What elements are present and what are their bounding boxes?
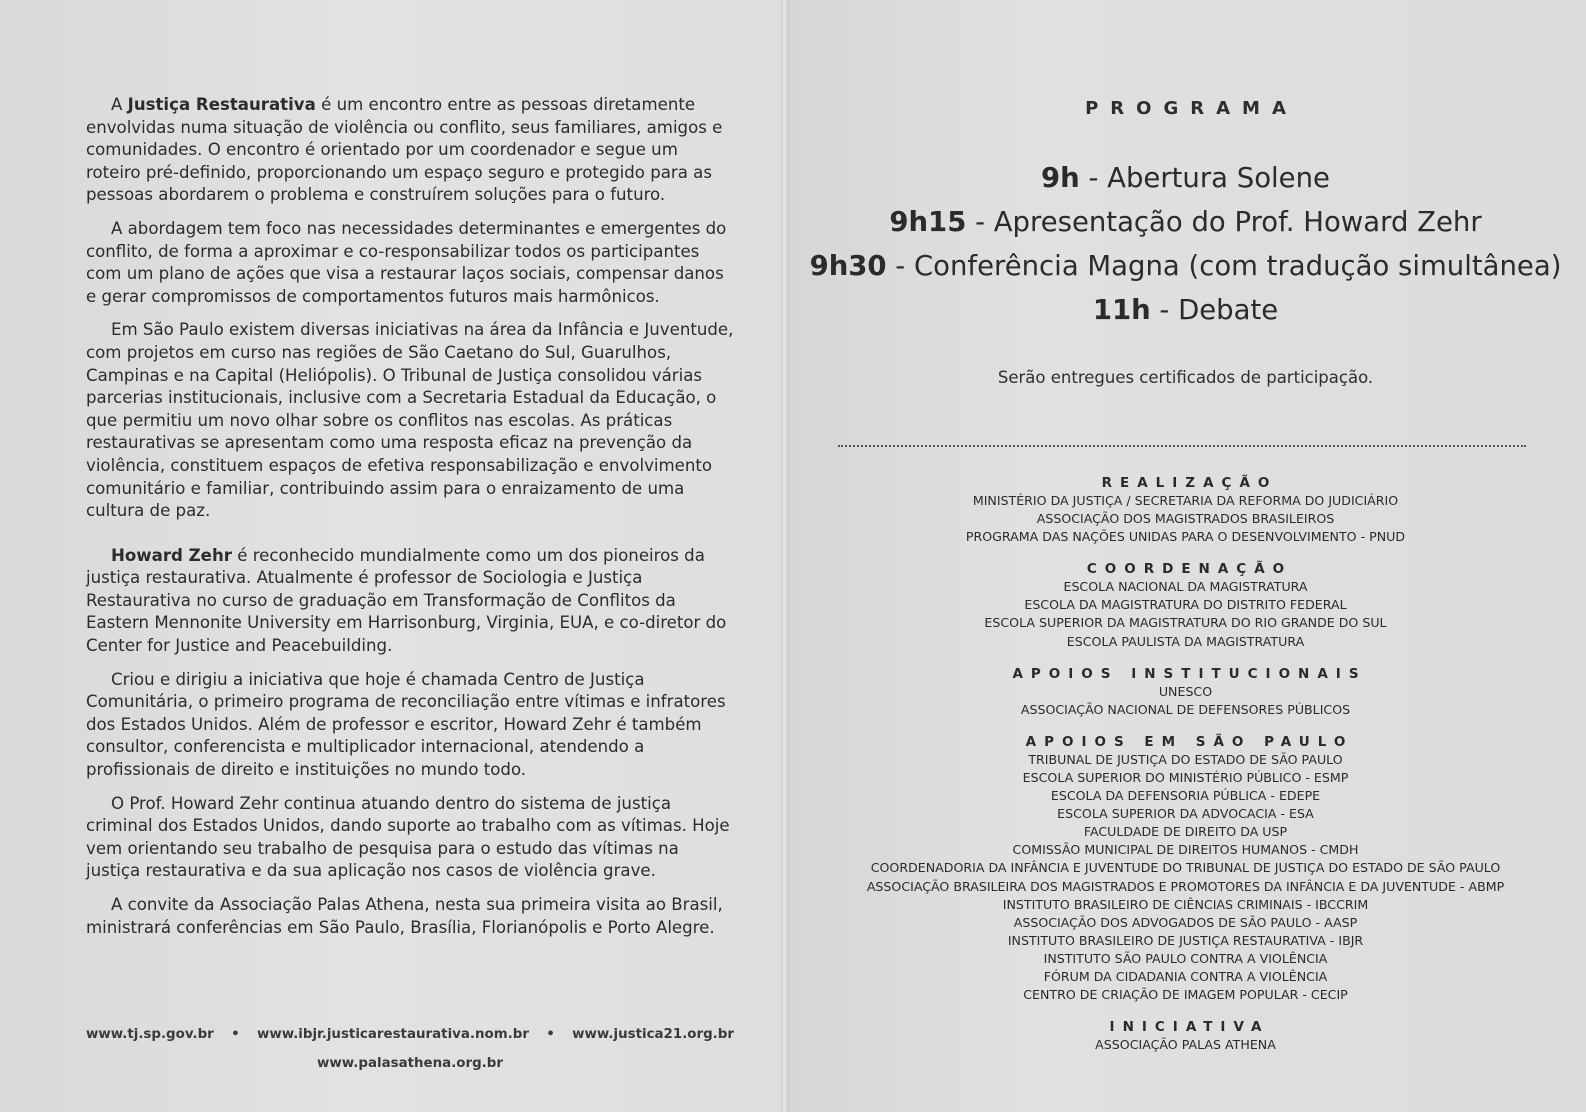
schedule-description: - Debate [1150,294,1279,326]
credit-item: FÓRUM DA CIDADANIA CONTRA A VIOLÊNCIA [1043,968,1328,984]
credit-item: ESCOLA SUPERIOR DA MAGISTRATURA DO RIO GRANDE DO SUL [984,615,1387,631]
credit-item: ESCOLA PAULISTA DA MAGISTRATURA [1066,633,1305,649]
credit-item: ASSOCIAÇÃO DOS MAGISTRADOS BRASILEIROS [1036,511,1335,527]
paragraph-6: O Prof. Howard Zehr continua atuando dentro do sistema de justiça criminal dos Estados Unidos, dando suporte ao trabalho com as vítimas. Hoje vem orientando seu trabalho de pesquisa para o estudo das vítimas na justiça restaurativa e da sua aplicação nos casos de violência grave. [86,793,730,881]
credit-section [785,665,1586,719]
paragraph-5: Criou e dirigiu a iniciativa que hoje é chamada Centro de Justiça Comunitária, o primeiro programa de reconciliação entre vítimas e infratores dos Estados Unidos. Além de professor e escritor, Howard Zehr é também consultor, conferencista e multiplicador internacional, atendendo a profissionais de direito e instituições no mundo todo. [86,669,726,780]
credit-section-heading: COORDENAÇÃO [1086,561,1293,578]
schedule-item [785,244,1586,288]
credit-item: COORDENADORIA DA INFÂNCIA E JUVENTUDE DO TRIBUNAL DE JUSTIÇA DO ESTADO DE SÃO PAULO [870,860,1501,876]
credit-item: INSTITUTO BRASILEIRO DE JUSTIÇA RESTAURATIVA - IBJR [1007,932,1364,948]
paragraph-3: Em São Paulo existem diversas iniciativas na área da Infância e Juventude, com projetos em curso nas regiões de São Caetano do Sul, Guarulhos, Campinas e na Capital (Heliópolis). O Tribunal de Justiça consolidou várias parcerias institucionais, inclusive com a Secretaria Estadual da Educação, o que permitiu um novo olhar sobre os conflitos nas escolas. As práticas restaurativas se apresentam como uma resposta eficaz na prevenção da violência, constituem espaços de efetiva responsabilização e envolvimento comunitário e familiar, contribuindo assim para o enraizamento de uma cultura de paz. [86,320,734,521]
credit-item: TRIBUNAL DE JUSTIÇA DO ESTADO DE SÃO PAULO [1028,751,1343,767]
credit-item: ESCOLA NACIONAL DA MAGISTRATURA [1063,579,1308,595]
credit-item: MINISTÉRIO DA JUSTIÇA / SECRETARIA DA REFORMA DO JUDICIÁRIO [972,493,1399,508]
paragraph-4 [86,545,734,658]
schedule-description: - Conferência Magna (com tradução simultânea) [886,250,1562,282]
link-justica21[interactable]: www.justica21.org.br [572,1027,734,1042]
credit-section-heading: APOIOS EM SÃO PAULO [1025,733,1354,750]
programa-title: PROGRAMA [1085,98,1298,119]
separator-dot: • [231,1027,240,1042]
credit-item: ASSOCIAÇÃO BRASILEIRA DOS MAGISTRADOS E PROMOTORES DA INFÂNCIA E DA JUVENTUDE - ABMP [866,878,1505,894]
schedule-time: 9h15 [889,206,967,238]
credit-item: PROGRAMA DAS NAÇÕES UNIDAS PARA O DESENVOLVIMENTO - PNUD [965,529,1406,545]
left-page [0,0,785,1112]
links-row-2 [86,1056,734,1071]
credit-section [785,733,1586,1004]
left-text-body [86,94,734,950]
schedule-time: 9h [1041,162,1080,194]
schedule-time: 11h [1092,294,1151,326]
p1-bold: Justiça Restaurativa [127,95,316,114]
credit-item: ESCOLA DA DEFENSORIA PÚBLICA - EDEPE [1050,788,1321,804]
credit-section-heading: APOIOS INSTITUCIONAIS [1012,665,1367,682]
certificate-note: Serão entregues certificados de participação. [997,368,1374,387]
p4-bold: Howard Zehr [111,545,232,565]
credit-item: INSTITUTO BRASILEIRO DE CIÊNCIAS CRIMINAIS - IBCCRIM [1002,896,1369,912]
credit-item: ASSOCIAÇÃO PALAS ATHENA [1095,1037,1276,1053]
page-fold [781,0,789,1112]
link-tj[interactable]: www.tj.sp.gov.br [86,1027,214,1042]
p4-text: é reconhecido mundialmente como um dos pioneiros da justiça restaurativa. Atualmente é professor de Sociologia e Justiça Restaurativa no curso de graduação em Transformação de Conflitos da Eastern Mennonite University em Harrisonburg, Virginia, EUA, e co-diretor do Center for Justice and Peacebuilding. [86,545,727,656]
credit-section [785,474,1586,546]
schedule-description: - Apresentação do Prof. Howard Zehr [966,206,1482,238]
schedule-description: - Abertura Solene [1079,162,1330,194]
credit-item: ASSOCIAÇÃO DOS ADVOGADOS DE SÃO PAULO - AASP [1013,914,1358,930]
credit-item: ESCOLA DA MAGISTRATURA DO DISTRITO FEDERAL [1024,597,1347,613]
paragraph-1 [86,94,734,207]
credits [785,474,1586,1068]
schedule [785,156,1586,332]
website-links [86,1027,734,1071]
credit-item: ESCOLA SUPERIOR DA ADVOCACIA - ESA [1057,806,1314,822]
separator-dot: • [546,1027,555,1042]
schedule-item [785,200,1586,244]
credit-item: UNESCO [1158,683,1213,699]
schedule-item [785,156,1586,200]
paragraph-2: A abordagem tem foco nas necessidades determinantes e emergentes do conflito, de forma a aproximar e co-responsabilizar todos os participantes com um plano de ações que visa a restaurar laços sociais, compensar danos e gerar compromissos de comportamentos futuros mais harmônicos. [86,218,727,306]
link-palasathena[interactable]: www.palasathena.org.br [317,1056,503,1071]
schedule-item [785,288,1586,332]
schedule-time: 9h30 [809,250,887,282]
credit-section-heading: INICIATIVA [1109,1019,1270,1036]
p1-prefix: A [111,95,128,114]
credit-section [785,1018,1586,1054]
credit-item: CENTRO DE CRIAÇÃO DE IMAGEM POPULAR - CECIP [1023,987,1348,1003]
paragraph-7: A convite da Associação Palas Athena, nesta sua primeira visita ao Brasil, ministrará conferências em São Paulo, Brasília, Florianópolis e Porto Alegre. [86,895,723,937]
credit-item: COMISSÃO MUNICIPAL DE DIREITOS HUMANOS - CMDH [1012,842,1359,858]
credit-item: ESCOLA SUPERIOR DO MINISTÉRIO PÚBLICO - ESMP [1022,769,1349,785]
credit-item: FACULDADE DE DIREITO DA USP [1083,824,1288,840]
p1-text: é um encontro entre as pessoas diretamente envolvidas numa situação de violência ou conflito, seus familiares, amigos e comunidades. O encontro é orientado por um coordenador e segue um roteiro pré-definido, proporcionando um espaço seguro e protegido para as pessoas abordarem o problema e construírem soluções para o futuro. [86,95,723,205]
credit-section-heading: REALIZAÇÃO [1101,475,1278,491]
links-row-1 [86,1027,734,1042]
link-ibjr[interactable]: www.ibjr.justicarestaurativa.nom.br [256,1027,529,1042]
credit-item: INSTITUTO SÃO PAULO CONTRA A VIOLÊNCIA [1043,950,1328,966]
dotted-divider [838,445,1526,447]
credit-section [785,560,1586,650]
right-page [785,0,1586,1112]
credit-item: ASSOCIAÇÃO NACIONAL DE DEFENSORES PÚBLICOS [1020,701,1351,717]
